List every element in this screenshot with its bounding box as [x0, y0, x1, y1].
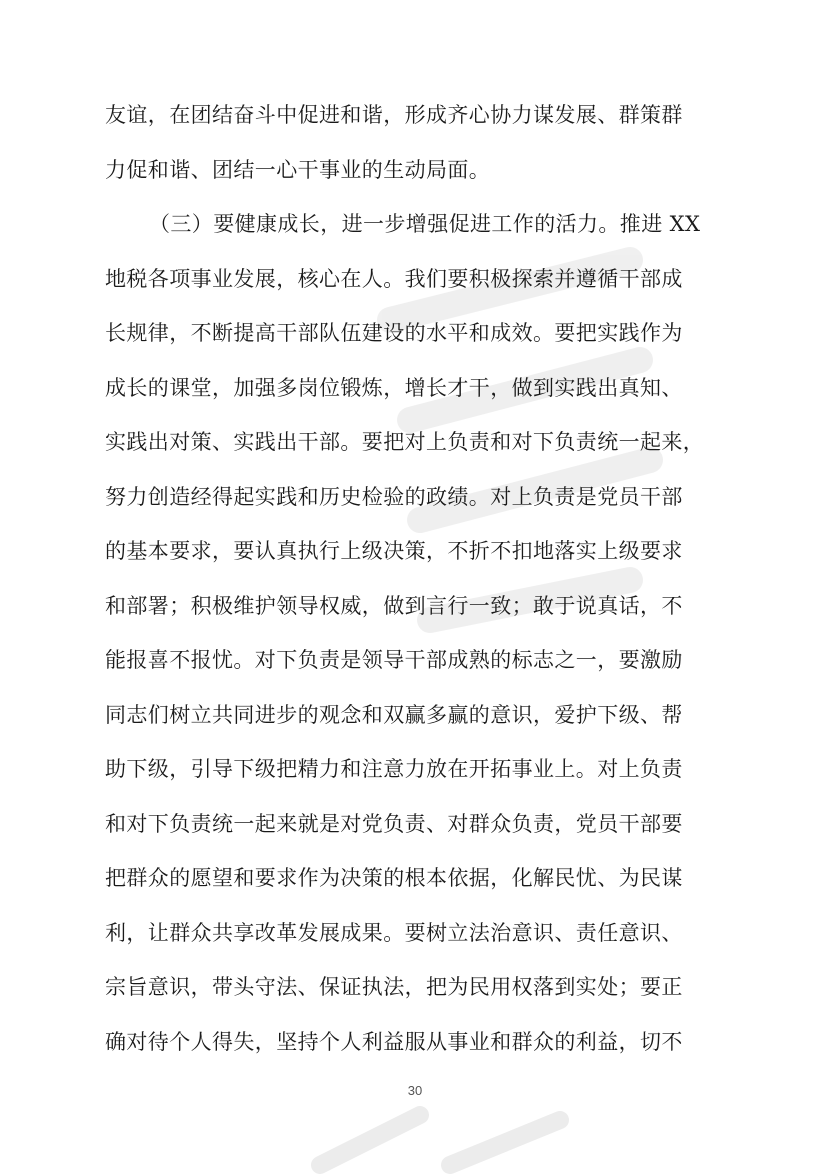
line-text: 长规律，不断提高干部队伍建设的水平和成效。要把实践作为	[105, 321, 683, 345]
line-text: 和部署；积极维护领导权威，做到言行一致；敢于说真话，不	[105, 594, 683, 618]
line-text: 确对待个人得失，坚持个人利益服从事业和群众的利益，切不	[105, 1030, 683, 1054]
line-text: 能报喜不报忧。对下负责是领导干部成熟的标志之一，要激励	[105, 648, 683, 672]
line-text: 实践出对策、实践出干部。要把对上负责和对下负责统一起来，	[105, 430, 705, 454]
watermark-stamp-bottom	[300, 1095, 600, 1175]
paragraph-line	[0, 95, 830, 135]
paragraph-line	[0, 586, 830, 626]
line-text: 努力创造经得起实践和历史检验的政绩。对上负责是党员干部	[105, 485, 683, 509]
line-text: 和对下负责统一起来就是对党负责、对群众负责，党员干部要	[105, 812, 683, 836]
line-text: 地税各项事业发展，核心在人。我们要积极探索并遵循干部成	[105, 267, 683, 291]
line-text: 成长的课堂，加强多岗位锻炼，增长才干，做到实践出真知、	[105, 376, 683, 400]
paragraph-line	[0, 967, 830, 1007]
line-text: 助下级，引导下级把精力和注意力放在开拓事业上。对上负责	[105, 757, 683, 781]
paragraph-line	[0, 150, 830, 190]
paragraph-line	[0, 313, 830, 353]
paragraph-line	[0, 531, 830, 571]
paragraph-line	[0, 858, 830, 898]
paragraph-line	[0, 749, 830, 789]
paragraph-line	[0, 804, 830, 844]
line-text: 利，让群众共享改革发展成果。要树立法治意识、责任意识、	[105, 921, 683, 945]
line-text: （三）要健康成长，进一步增强促进工作的活力。推进 XX	[149, 212, 701, 236]
paragraph-line	[0, 259, 830, 299]
line-text: 力促和谐、团结一心干事业的生动局面。	[105, 158, 491, 182]
line-text: 把群众的愿望和要求作为决策的根本依据，化解民忧、为民谋	[105, 866, 683, 890]
paragraph-line	[0, 913, 830, 953]
line-text: 友谊，在团结奋斗中促进和谐，形成齐心协力谋发展、群策群	[105, 103, 683, 127]
paragraph-line	[0, 368, 830, 408]
paragraph-line	[0, 477, 830, 517]
line-text: 同志们树立共同进步的观念和双赢多赢的意识，爱护下级、帮	[105, 703, 683, 727]
paragraph-line	[0, 204, 830, 244]
paragraph-line	[0, 1022, 830, 1062]
line-text: 宗旨意识，带头守法、保证执法，把为民用权落到实处；要正	[105, 975, 683, 999]
page-number: 30	[407, 1083, 423, 1098]
paragraph-line	[0, 422, 830, 462]
paragraph-line	[0, 640, 830, 680]
line-text: 的基本要求，要认真执行上级决策，不折不扣地落实上级要求	[105, 539, 683, 563]
paragraph-line	[0, 695, 830, 735]
